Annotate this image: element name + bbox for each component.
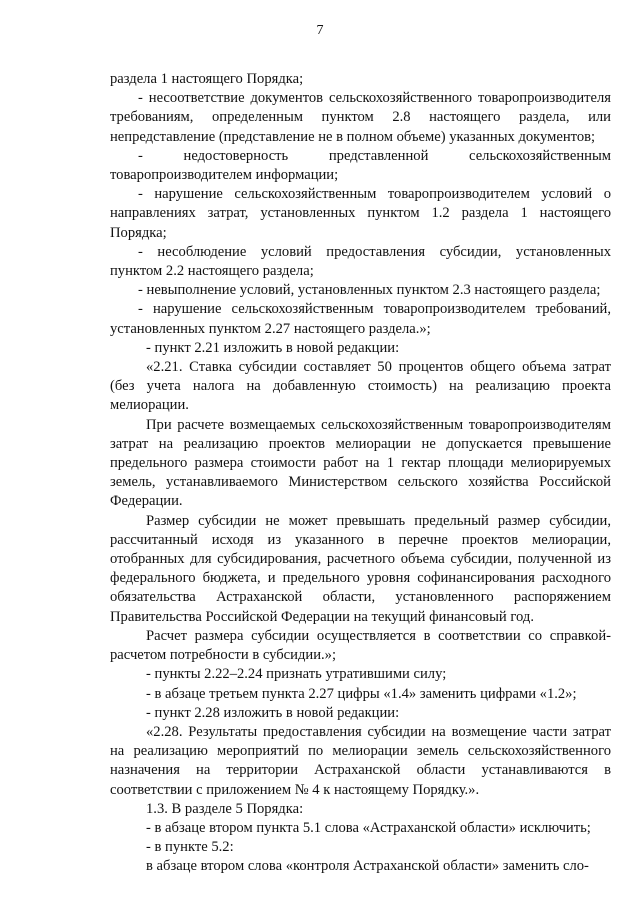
paragraph: раздела 1 настоящего Порядка; — [110, 71, 304, 87]
paragraph: - несоблюдение условий предоставления субсидии, установленных пунктом 2.2 настоящего раздела; — [110, 243, 611, 280]
paragraph: Размер субсидии не может превышать предельный размер субсидии, рассчитанный исходя из указанного в перечне проектов мелиорации, отобранных для субсидирования, расчетного объема субсидии, полученной из федерального бюджета, и предельного уровня софинансирования расходного обязательства Астраханской области, установленного распоряжением Правительства Российской Федерации на текущий финансовый год. — [110, 512, 611, 625]
paragraph: - пункт 2.21 изложить в новой редакции: — [146, 339, 400, 356]
paragraph: - в пункте 5.2: — [146, 839, 234, 856]
paragraph: - нарушение сельскохозяйственным товаропроизводителем условий о направлениях затрат, установленных пунктом 1.2 раздела 1 настоящего Порядка; — [110, 186, 611, 241]
paragraph: - несоответствие документов сельскохозяйственного товаропроизводителя требованиям, определенным пунктом 2.8 настоящего раздела, или непредставление (представление не в полном объеме) указанных документов; — [110, 90, 611, 145]
paragraph: 1.3. В разделе 5 Порядка: — [146, 800, 304, 817]
paragraph: «2.28. Результаты предоставления субсидии на возмещение части затрат на реализацию мероприятий по мелиорации земель сельскохозяйственного назначения на территории Астраханской области устанавливаются в соответствии с приложением № 4 к настоящему Порядку.». — [110, 723, 611, 798]
paragraph: в абзаце втором слова «контроля Астраханской области» заменить сло- — [146, 858, 589, 875]
paragraph: При расчете возмещаемых сельскохозяйственным товаропроизводителям затрат на реализацию проектов мелиорации не допускается превышение предельного размера стоимости работ на 1 гектар площади мелиорируемых земель, устанавливаемого Министерством сельского хозяйства Российской Федерации. — [110, 416, 611, 510]
paragraph: - нарушение сельскохозяйственным товаропроизводителем требований, установленных пунктом 2.27 настоящего раздела.»; — [110, 301, 611, 337]
paragraph: - пункт 2.28 изложить в новой редакции: — [146, 704, 400, 721]
paragraph: - недостоверность представленной сельскохозяйственным товаропроизводителем информации; — [110, 147, 611, 184]
document-body — [110, 70, 611, 877]
paragraph: - в абзаце третьем пункта 2.27 цифры «1.4» заменить цифрами «1.2»; — [146, 685, 577, 702]
paragraph: - невыполнение условий, установленных пунктом 2.3 настоящего раздела; — [138, 282, 601, 299]
paragraph: - пункты 2.22–2.24 признать утратившими силу; — [146, 666, 447, 683]
paragraph: - в абзаце втором пункта 5.1 слова «Астраханской области» исключить; — [146, 819, 591, 836]
paragraph: Расчет размера субсидии осуществляется в соответствии со справкой-расчетом потребности в субсидии.»; — [110, 627, 611, 664]
page-number: 7 — [316, 23, 324, 38]
paragraph: «2.21. Ставка субсидии составляет 50 процентов общего объема затрат (без учета налога на добавленную стоимость) на реализацию проекта мелиорации. — [110, 359, 611, 414]
